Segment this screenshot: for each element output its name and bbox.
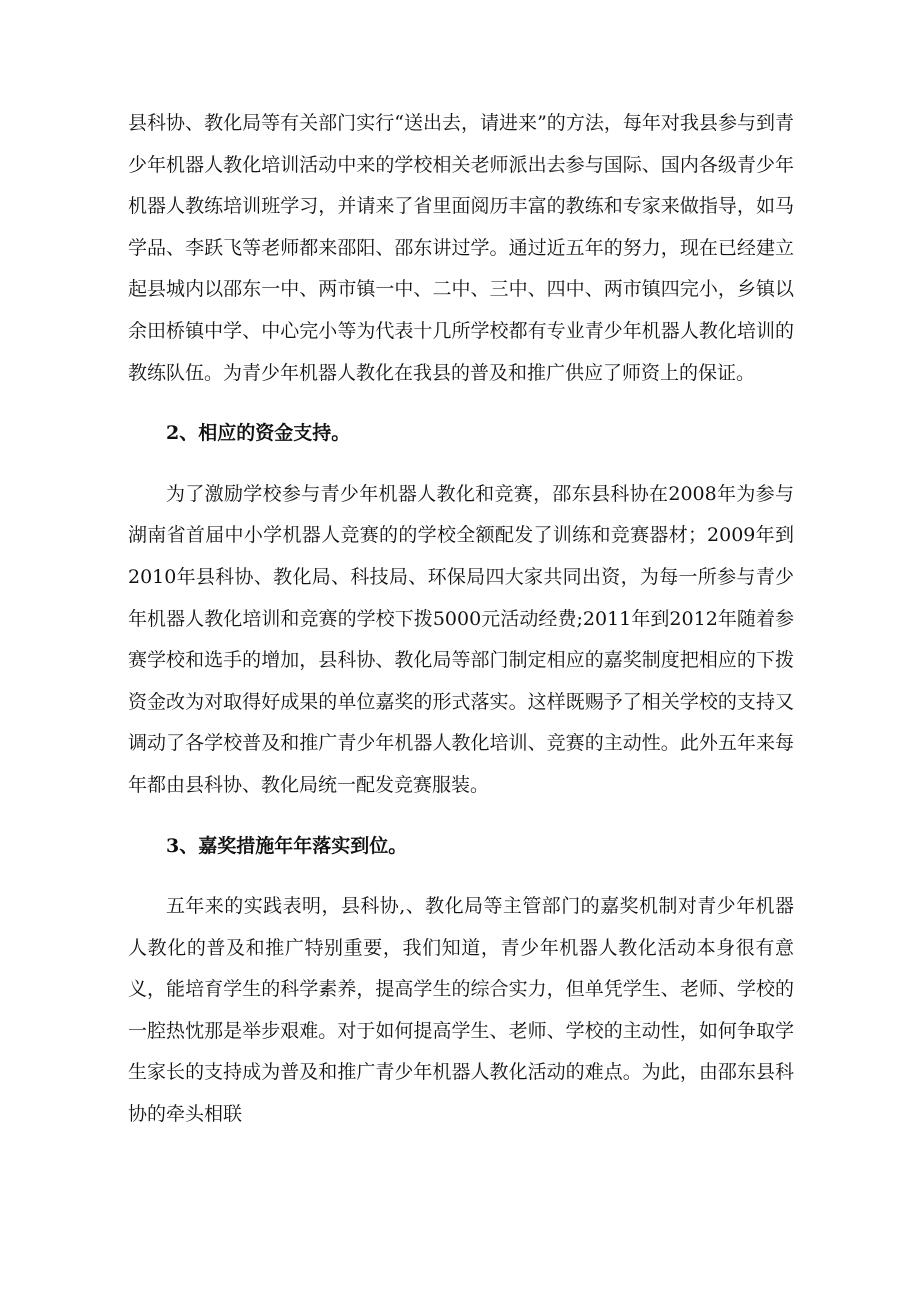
document-page [128, 103, 794, 1136]
section-heading: 3、嘉奖措施年年落实到位。 [166, 834, 408, 857]
body-paragraph: 县科协、教化局等有关部门实行“送出去，请进来”的方法，每年对我县参与到青少年机器人教化培训活动中来的学校相关老师派出去参与国际、国内各级青少年机器人教练培训班学习，并请来了省里面阅历丰富的教练和专家来做指导，如马学品、李跃飞等老师都来邵阳、邵东讲过学。通过近五年的努力，现在已经建立起县城内以邵东一中、两市镇一中、二中、三中、四中、两市镇四完小，乡镇以余田桥镇中学、中心完小等为代表十几所学校都有专业青少年机器人教化培训的教练队伍。为青少年机器人教化在我县的普及和推广供应了师资上的保证。 [128, 112, 794, 384]
body-paragraph: 五年来的实践表明，县科协,、教化局等主管部门的嘉奖机制对青少年机器人教化的普及和推广特别重要，我们知道，青少年机器人教化活动本身很有意义，能培育学生的科学素养，提高学生的综合实力，但单凭学生、老师、学校的一腔热忱那是举步艰难。对于如何提高学生、老师、学校的主动性，如何争取学生家长的支持成为普及和推广青少年机器人教化活动的难点。为此，由邵东县科协的牵头相联 [128, 895, 794, 1126]
section-heading: 2、相应的资金支持。 [166, 422, 351, 445]
body-paragraph: 为了激励学校参与青少年机器人教化和竞赛，邵东县科协在2008年为参与湖南省首届中小学机器人竞赛的的学校全额配发了训练和竞赛器材；2009年到2010年县科协、教化局、科技局、环保局四大家共同出资，为每一所参与青少年机器人教化培训和竞赛的学校下拨5000元活动经费;2011年到2012年随着参赛学校和选手的增加，县科协、教化局等部门制定相应的嘉奖制度把相应的下拨资金改为对取得好成果的单位嘉奖的形式落实。这样既赐予了相关学校的支持又调动了各学校普及和推广青少年机器人教化培训、竞赛的主动性。此外五年来每年都由县科协、教化局统一配发竞赛服装。 [128, 482, 794, 796]
